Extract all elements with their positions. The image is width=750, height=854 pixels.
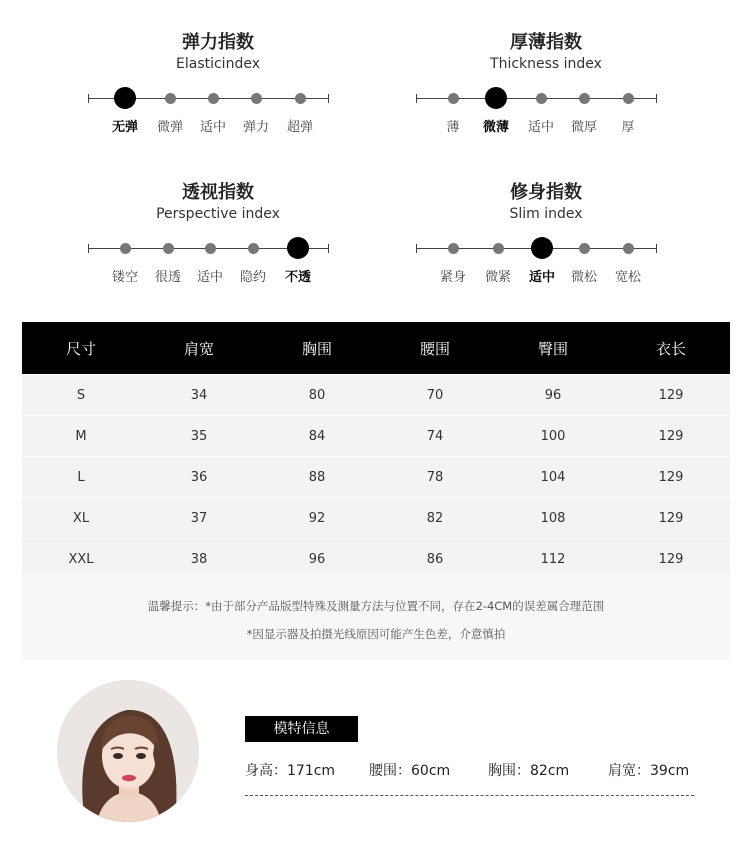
scale-tick-left bbox=[416, 244, 417, 253]
scale-label: 很透 bbox=[154, 270, 181, 285]
table-cell: 96 bbox=[494, 375, 612, 416]
scale-tick-left bbox=[88, 94, 89, 103]
table-row bbox=[22, 498, 730, 539]
scale-tick-right bbox=[328, 244, 329, 253]
table-cell: 104 bbox=[494, 457, 612, 498]
scale-marker bbox=[579, 93, 590, 104]
col-header-bust: 胸围 bbox=[258, 322, 376, 375]
table-cell: XL bbox=[22, 498, 140, 539]
scale-label: 适中 bbox=[196, 270, 223, 285]
table-cell: 129 bbox=[612, 457, 730, 498]
col-header-length: 衣长 bbox=[612, 322, 730, 375]
scale-tick-left bbox=[416, 94, 417, 103]
table-cell: 129 bbox=[612, 375, 730, 416]
model-waist: 腰围：60cm bbox=[369, 763, 451, 779]
scale-label: 微厚 bbox=[570, 120, 597, 135]
index-title: 厚薄指数 bbox=[510, 32, 582, 53]
scale-label: 微紧 bbox=[484, 270, 511, 285]
scale-marker bbox=[165, 93, 176, 104]
scale-marker bbox=[208, 93, 219, 104]
scale-label: 微薄 bbox=[482, 120, 509, 135]
table-row bbox=[22, 375, 730, 416]
table-cell: M bbox=[22, 416, 140, 457]
scale-label: 镂空 bbox=[111, 270, 138, 285]
size-note bbox=[22, 572, 730, 660]
index-scale bbox=[88, 234, 348, 285]
index-subtitle: Slim index bbox=[509, 206, 583, 222]
table-cell: 86 bbox=[376, 539, 494, 580]
table-cell: 129 bbox=[612, 498, 730, 539]
table-cell: 100 bbox=[494, 416, 612, 457]
index-scale bbox=[416, 234, 676, 285]
scale-label: 微松 bbox=[570, 270, 597, 285]
table-cell: 92 bbox=[258, 498, 376, 539]
index-title: 修身指数 bbox=[510, 182, 582, 203]
scale-tick-right bbox=[656, 244, 657, 253]
model-portrait-illustration bbox=[57, 680, 199, 822]
model-height: 身高：171cm bbox=[245, 763, 336, 779]
table-row bbox=[22, 416, 730, 457]
scale-label: 厚 bbox=[621, 120, 635, 135]
scale-marker bbox=[448, 93, 459, 104]
table-cell: 108 bbox=[494, 498, 612, 539]
scale-marker bbox=[295, 93, 306, 104]
size-table bbox=[22, 322, 730, 579]
model-avatar bbox=[57, 680, 199, 822]
col-header-hip: 臀围 bbox=[494, 322, 612, 375]
index-subtitle: Elasticindex bbox=[176, 56, 260, 72]
scale-label: 宽松 bbox=[614, 270, 641, 285]
table-cell: 129 bbox=[612, 539, 730, 580]
scale-marker bbox=[251, 93, 262, 104]
index-subtitle: Thickness index bbox=[490, 56, 602, 72]
scale-label: 适中 bbox=[199, 120, 226, 135]
model-bust: 胸围：82cm bbox=[488, 763, 570, 779]
table-cell: 74 bbox=[376, 416, 494, 457]
table-cell: 38 bbox=[140, 539, 258, 580]
scale-label: 超弹 bbox=[286, 120, 313, 135]
scale-label: 无弹 bbox=[111, 120, 138, 135]
table-cell: 70 bbox=[376, 375, 494, 416]
dashed-divider bbox=[245, 795, 694, 796]
table-cell: XXL bbox=[22, 539, 140, 580]
index-scale bbox=[88, 84, 348, 135]
scale-marker bbox=[536, 93, 547, 104]
scale-marker bbox=[448, 243, 459, 254]
table-cell: 80 bbox=[258, 375, 376, 416]
scale-tick-left bbox=[88, 244, 89, 253]
table-cell: 36 bbox=[140, 457, 258, 498]
scale-marker bbox=[205, 243, 216, 254]
scale-marker bbox=[120, 243, 131, 254]
table-cell: 129 bbox=[612, 416, 730, 457]
table-cell: 34 bbox=[140, 375, 258, 416]
index-title: 透视指数 bbox=[182, 182, 254, 203]
col-header-waist: 腰围 bbox=[376, 322, 494, 375]
table-cell: 82 bbox=[376, 498, 494, 539]
table-cell: 112 bbox=[494, 539, 612, 580]
note-line-1: 温馨提示：*由于部分产品版型特殊及测量方法与位置不同，存在2-4CM的误差属合理范围 bbox=[147, 599, 605, 613]
note-line-2: *因显示器及拍摄光线原因可能产生色差，介意慎拍 bbox=[246, 627, 506, 641]
table-cell: 88 bbox=[258, 457, 376, 498]
table-cell: 35 bbox=[140, 416, 258, 457]
table-cell: S bbox=[22, 375, 140, 416]
index-scale bbox=[416, 84, 676, 135]
model-info-tag: 模特信息 bbox=[245, 716, 358, 742]
scale-tick-right bbox=[656, 94, 657, 103]
scale-label: 不透 bbox=[284, 270, 311, 285]
scale-tick-right bbox=[328, 94, 329, 103]
scale-marker bbox=[248, 243, 259, 254]
scale-label: 紧身 bbox=[439, 270, 466, 285]
table-cell: L bbox=[22, 457, 140, 498]
table-cell: 96 bbox=[258, 539, 376, 580]
scale-marker-selected bbox=[114, 87, 136, 109]
scale-marker bbox=[163, 243, 174, 254]
index-subtitle: Perspective index bbox=[156, 206, 280, 222]
scale-marker-selected bbox=[287, 237, 309, 259]
table-cell: 37 bbox=[140, 498, 258, 539]
scale-label: 弹力 bbox=[242, 120, 269, 135]
scale-marker bbox=[579, 243, 590, 254]
table-cell: 78 bbox=[376, 457, 494, 498]
scale-label: 薄 bbox=[446, 120, 460, 135]
scale-label: 适中 bbox=[527, 120, 554, 135]
scale-label: 适中 bbox=[528, 270, 555, 285]
col-header-shoulder: 肩宽 bbox=[140, 322, 258, 375]
scale-marker-selected bbox=[485, 87, 507, 109]
scale-marker bbox=[623, 93, 634, 104]
index-title: 弹力指数 bbox=[182, 32, 254, 53]
scale-marker bbox=[493, 243, 504, 254]
model-shoulder: 肩宽：39cm bbox=[608, 763, 690, 779]
table-row bbox=[22, 457, 730, 498]
scale-marker-selected bbox=[531, 237, 553, 259]
table-header-row bbox=[22, 322, 730, 375]
scale-label: 微弹 bbox=[156, 120, 183, 135]
scale-marker bbox=[623, 243, 634, 254]
table-cell: 84 bbox=[258, 416, 376, 457]
col-header-size: 尺寸 bbox=[22, 322, 140, 375]
scale-label: 隐约 bbox=[239, 270, 266, 285]
